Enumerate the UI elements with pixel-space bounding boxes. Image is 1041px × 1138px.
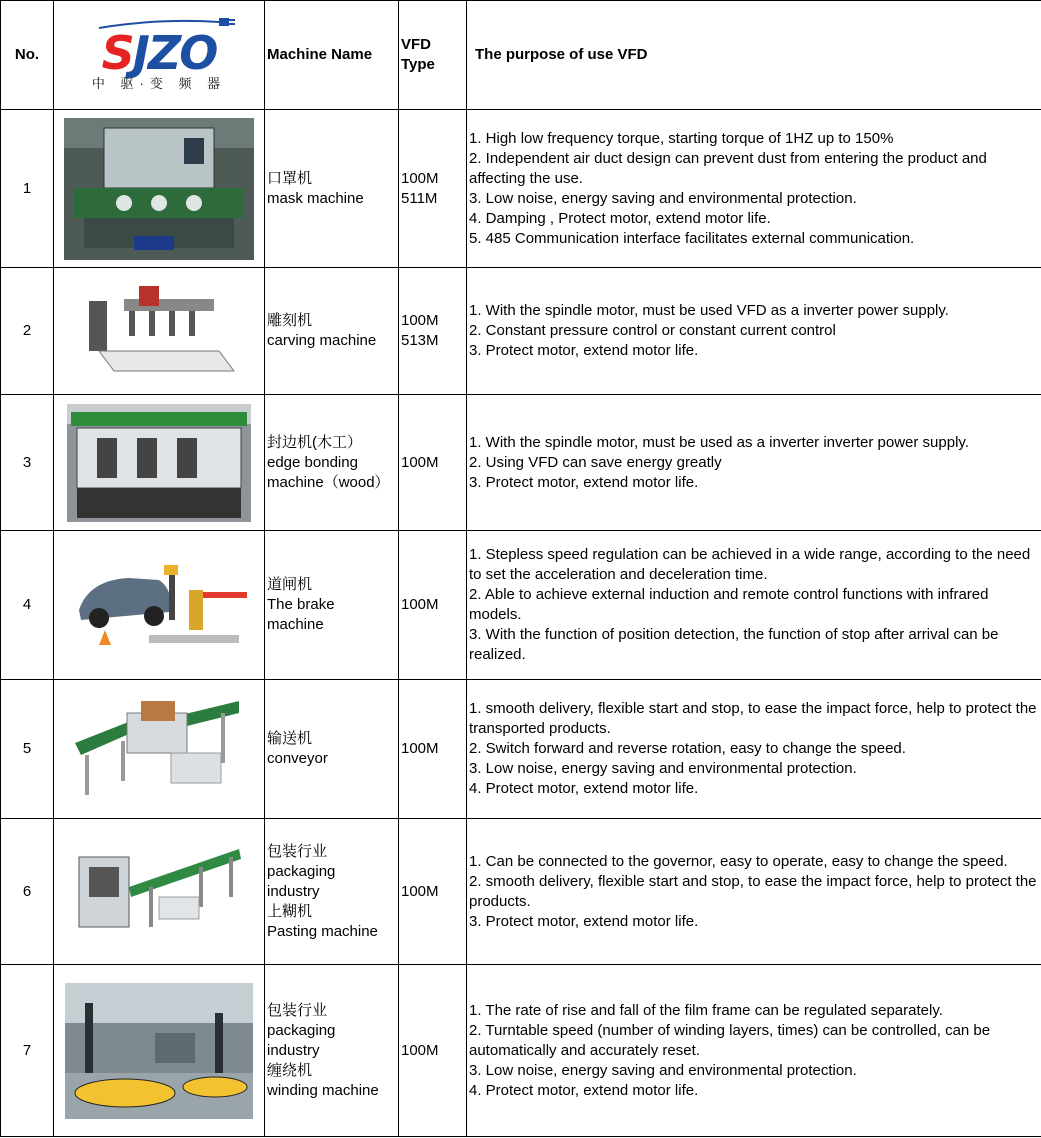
table-row: [1, 531, 1041, 680]
purpose-text: 1. With the spindle motor, must be used as a inverter inverter power supply. 2. Using VFD can save energy greatly 3. Protect motor, extend motor life.: [467, 395, 1041, 531]
purpose-text: 1. smooth delivery, flexible start and stop, to ease the impact force, help to protect the transported products. 2. Switch forward and reverse rotation, easy to change the speed. 3. Low noise, energy saving and environmental protection. 4. Protect motor, extend motor life.: [467, 680, 1041, 819]
purpose-text: 1. Can be connected to the governor, easy to operate, easy to change the speed. 2. smooth delivery, flexible start and stop, to ease the impact force, help to protect the products. 3. Protect motor, extend motor life.: [467, 819, 1041, 965]
machine-photo-carving: [54, 268, 265, 395]
purpose-text: 1. The rate of rise and fall of the film frame can be regulated separately. 2. Turntable speed (number of winding layers, times) can be controlled, can be automatically and accurately reset. 3. Low noise, energy saving and environmental protection. 4. Protect motor, extend motor life.: [467, 965, 1041, 1137]
vfd-type: 100M: [399, 819, 467, 965]
row-number: 1: [1, 110, 54, 268]
row-number: 2: [1, 268, 54, 395]
conveyor-photo-icon: [71, 693, 247, 805]
logo-letter: S: [101, 26, 133, 80]
table-row: [1, 110, 1041, 268]
row-number: 7: [1, 965, 54, 1137]
table-row: [1, 268, 1041, 395]
machine-name: 雕刻机 carving machine: [265, 268, 399, 395]
table-row: [1, 819, 1041, 965]
machine-photo-conveyor: [54, 680, 265, 819]
vfd-type: 100M: [399, 680, 467, 819]
machine-photo-mask: [54, 110, 265, 268]
pasting-machine-photo-icon: [69, 837, 249, 947]
logo-letter: J: [132, 26, 148, 80]
header-machine-name: Machine Name: [265, 1, 399, 110]
purpose-text: 1. High low frequency torque, starting torque of 1HZ up to 150% 2. Independent air duct design can prevent dust from entering the product and affecting the use. 3. Low noise, energy saving and environmental protection. 4. Damping , Protect motor, extend motor life. 5. 485 Communication interface facilitates external communication.: [467, 110, 1041, 268]
winding-machine-photo-icon: [65, 983, 253, 1119]
carving-machine-photo-icon: [79, 281, 239, 381]
header-purpose: The purpose of use VFD: [467, 1, 1041, 110]
logo-cell: [54, 1, 265, 110]
mask-machine-photo-icon: [64, 118, 254, 260]
purpose-text: 1. Stepless speed regulation can be achieved in a wide range, according to the need to set the acceleration and deceleration time. 2. Able to achieve external induction and remote control functions with infrared models. 3. With the function of position detection, the function of stop after arrival can be realized.: [467, 531, 1041, 680]
logo-subtitle: 中 驱·变 频 器: [91, 76, 227, 91]
machine-photo-winding: [54, 965, 265, 1137]
machine-name: 道闸机 The brake machine: [265, 531, 399, 680]
purpose-text: 1. With the spindle motor, must be used VFD as a inverter power supply. 2. Constant pressure control or constant current control 3. Protect motor, extend motor life.: [467, 268, 1041, 395]
row-number: 3: [1, 395, 54, 531]
logo-wordmark: [79, 26, 239, 80]
logo-letter: Z: [147, 26, 180, 80]
table-row: [1, 395, 1041, 531]
machine-name: 包装行业 packaging industry 上糊机 Pasting machine: [265, 819, 399, 965]
edge-bonding-machine-photo-icon: [67, 404, 251, 522]
brake-machine-photo-icon: [69, 550, 249, 660]
header-row: [1, 1, 1041, 110]
header-vfd-type: VFD Type: [399, 1, 467, 110]
machine-name: 口罩机 mask machine: [265, 110, 399, 268]
machine-name: 封边机(木工） edge bonding machine（wood）: [265, 395, 399, 531]
logo-letter: O: [179, 26, 217, 80]
vfd-type: 100M: [399, 395, 467, 531]
vfd-type: 100M 513M: [399, 268, 467, 395]
vfd-type: 100M 511M: [399, 110, 467, 268]
table-row: [1, 965, 1041, 1137]
machine-photo-edge-bonding: [54, 395, 265, 531]
header-no: No.: [1, 1, 54, 110]
machine-name: 包装行业 packaging industry 缠绕机 winding machine: [265, 965, 399, 1137]
row-number: 6: [1, 819, 54, 965]
machine-photo-brake: [54, 531, 265, 680]
vfd-type: 100M: [399, 965, 467, 1137]
row-number: 5: [1, 680, 54, 819]
vfd-type: 100M: [399, 531, 467, 680]
row-number: 4: [1, 531, 54, 680]
table-row: [1, 680, 1041, 819]
machine-name: 输送机 conveyor: [265, 680, 399, 819]
machine-photo-pasting: [54, 819, 265, 965]
brand-logo: [79, 16, 239, 92]
